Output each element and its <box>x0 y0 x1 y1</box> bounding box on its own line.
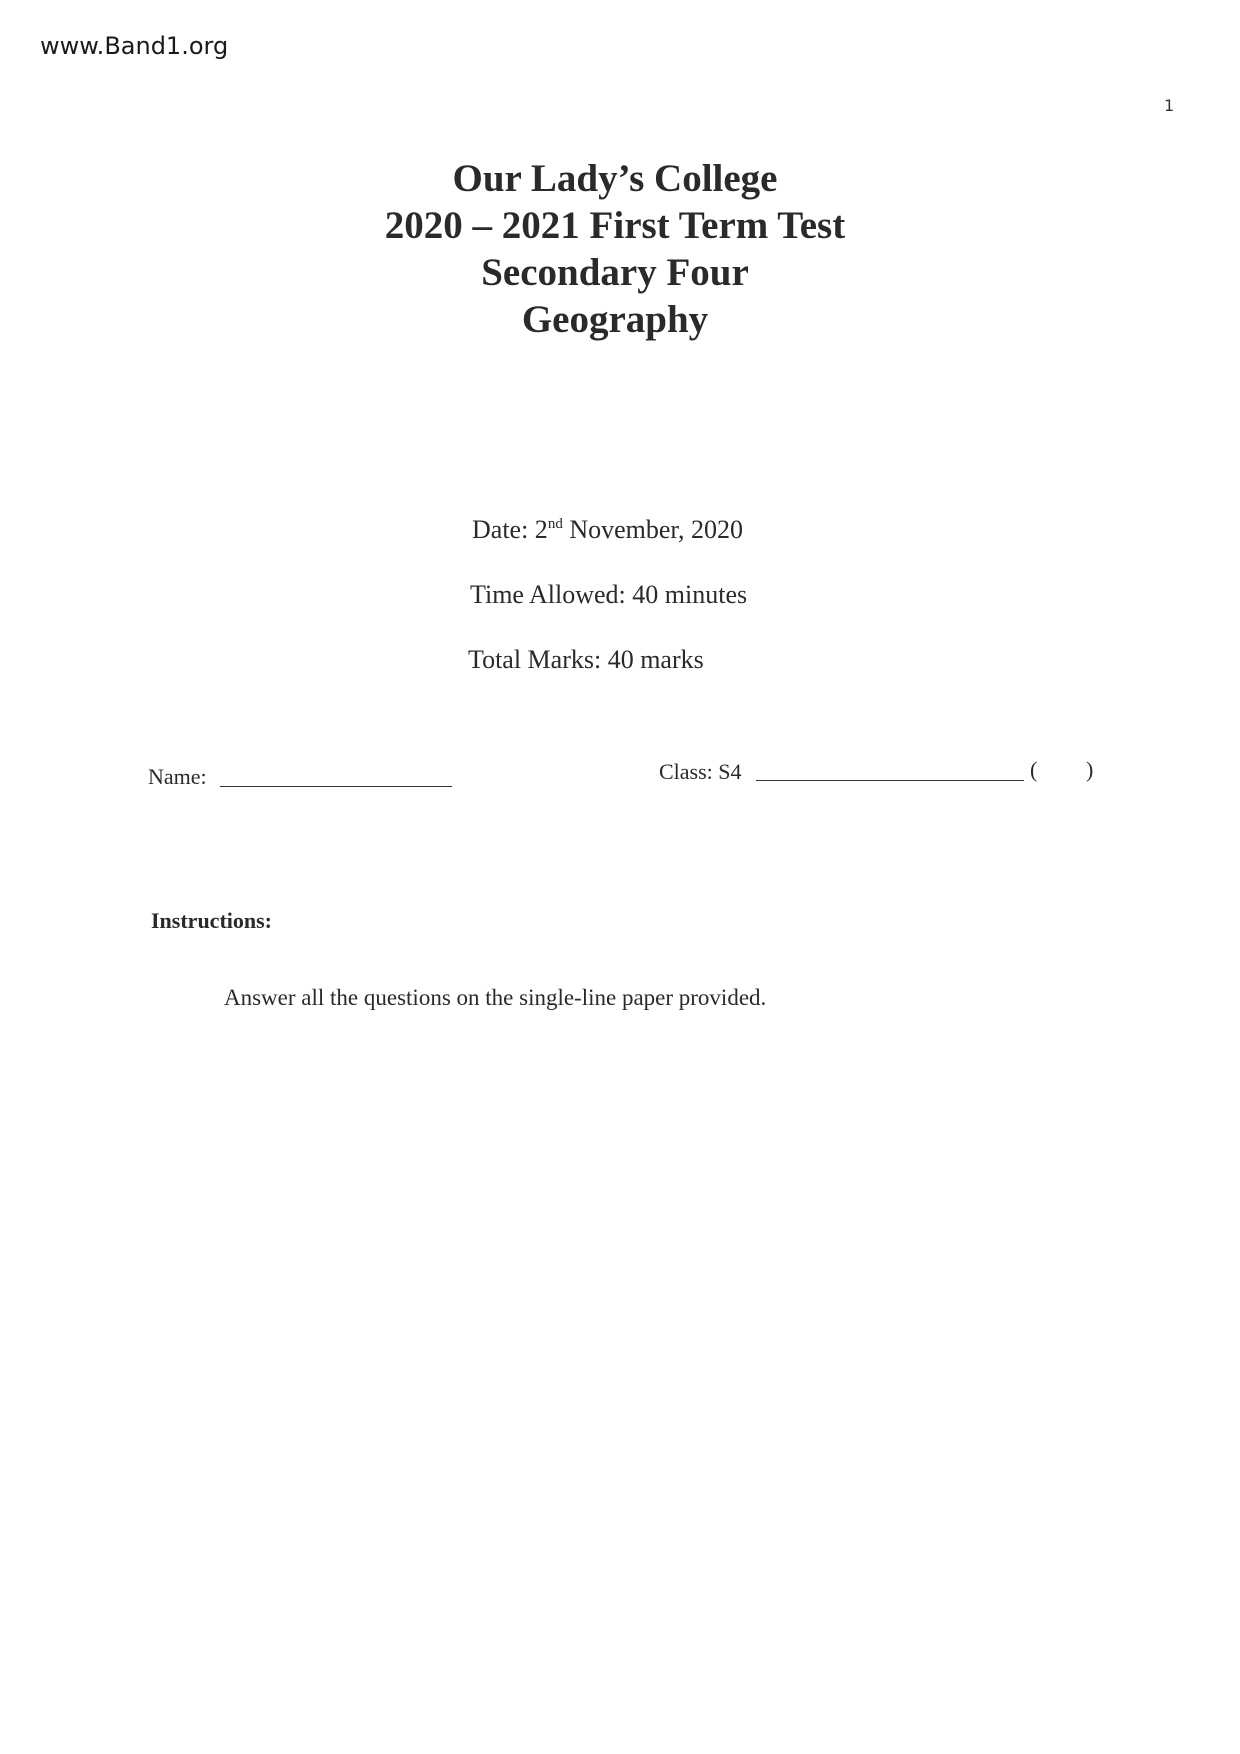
date-label: Date: 2 <box>472 515 548 544</box>
page-number: 1 <box>1164 96 1175 115</box>
class-label: Class: S4 <box>659 759 742 784</box>
class-level: Secondary Four <box>481 251 749 294</box>
test-name: 2020 – 2021 First Term Test <box>384 204 846 247</box>
time-allowed: Time Allowed: 40 minutes <box>470 580 748 609</box>
exam-date <box>472 515 743 545</box>
exam-title-block <box>0 155 1240 343</box>
instructions-text: Answer all the questions on the single-line paper provided. <box>224 985 767 1010</box>
date-ordinal-suffix: nd <box>547 516 563 532</box>
class-number-close-paren: ) <box>1086 757 1094 782</box>
class-number-open-paren: ( <box>1030 757 1038 782</box>
name-label: Name: <box>148 764 207 789</box>
date-rest: November, 2020 <box>562 515 744 544</box>
class-blank-line[interactable] <box>756 780 1024 781</box>
name-blank-line[interactable] <box>220 786 452 787</box>
school-name: Our Lady’s College <box>452 157 778 200</box>
total-marks: Total Marks: 40 marks <box>468 645 704 674</box>
instructions-heading: Instructions: <box>151 908 273 933</box>
website-watermark: www.Band1.org <box>40 32 229 60</box>
subject-name: Geography <box>521 298 709 341</box>
